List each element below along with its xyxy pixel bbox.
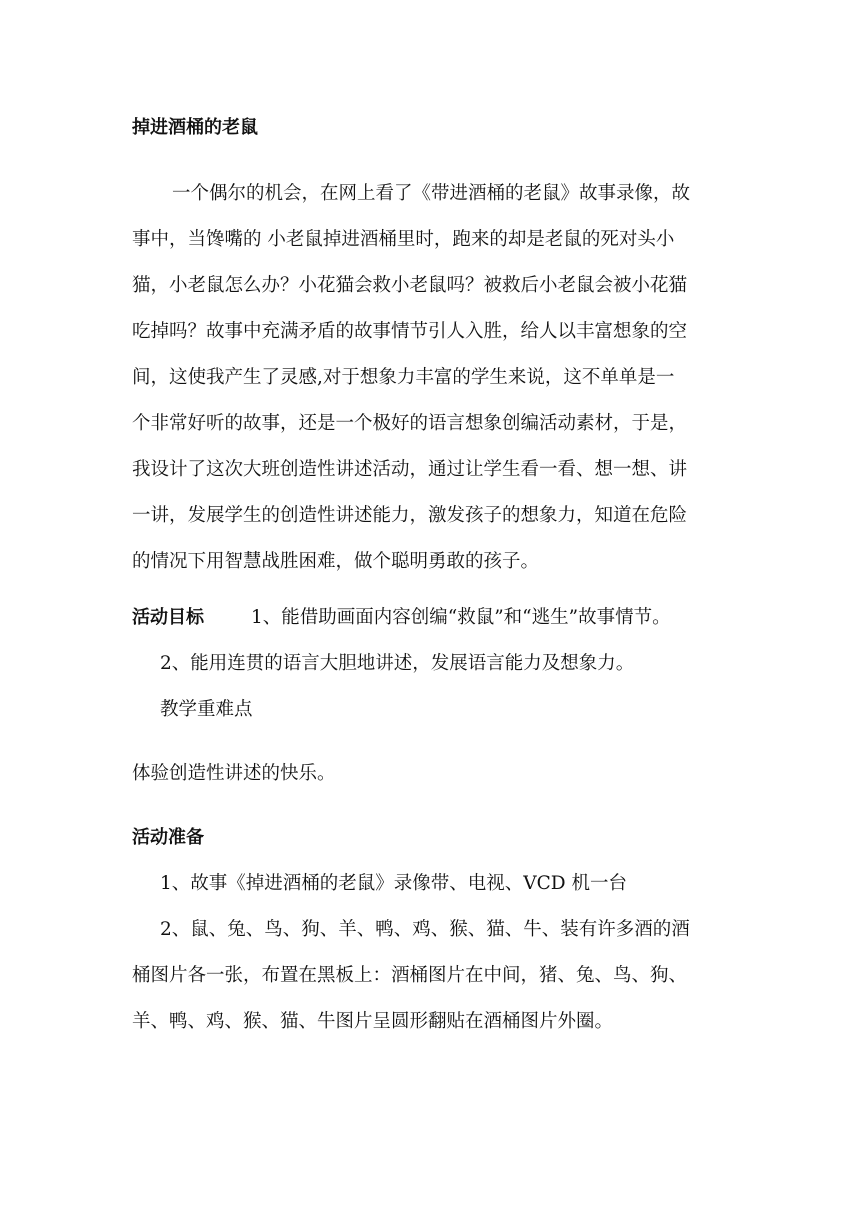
difficulty-text: 体验创造性讲述的快乐。 [132, 763, 336, 784]
preparation-item-2-line-1: 2、鼠、兔、鸟、狗、羊、鸭、鸡、猴、猫、牛、装有许多酒的酒 [160, 919, 690, 940]
preparation-item-2-line-3: 羊、鸭、鸡、猴、猫、牛图片呈圆形翻贴在酒桶图片外圈。 [132, 1011, 614, 1032]
intro-line-3: 猫，小老鼠怎么办？小花猫会救小老鼠吗？被救后小老鼠会被小花猫 [132, 275, 688, 296]
intro-line-6: 个非常好听的故事，还是一个极好的语言想象创编活动素材，于是， [132, 413, 688, 434]
intro-line-2: 事中，当馋嘴的 小老鼠掉进酒桶里时，跑来的却是老鼠的死对头小 [132, 229, 675, 250]
goals-heading: 活动目标 [132, 607, 204, 628]
intro-line-4: 吃掉吗？故事中充满矛盾的故事情节引人入胜，给人以丰富想象的空 [132, 321, 688, 342]
preparation-heading: 活动准备 [132, 827, 204, 848]
document-title: 掉进酒桶的老鼠 [132, 117, 258, 138]
intro-line-8: 一讲，发展学生的创造性讲述能力，激发孩子的想象力，知道在危险 [132, 505, 688, 526]
intro-line-1: 一个偶尔的机会，在网上看了《带进酒桶的老鼠》故事录像，故 [172, 183, 691, 204]
intro-line-9: 的情况下用智慧战胜困难，做个聪明勇敢的孩子。 [132, 551, 540, 572]
intro-line-7: 我设计了这次大班创造性讲述活动，通过让学生看一看、想一想、讲 [132, 459, 688, 480]
goal-item-1: 1、能借助画面内容创编“救鼠”和“逃生”故事情节。 [251, 607, 671, 628]
preparation-item-2-line-2: 桶图片各一张，布置在黑板上：酒桶图片在中间，猪、兔、鸟、狗、 [132, 965, 688, 986]
difficulty-heading: 教学重难点 [160, 699, 253, 720]
goal-item-2: 2、能用连贯的语言大胆地讲述，发展语言能力及想象力。 [160, 653, 635, 674]
intro-line-5: 间，这使我产生了灵感,对于想象力丰富的学生来说，这不单单是一 [132, 367, 675, 388]
preparation-item-1: 1、故事《掉进酒桶的老鼠》录像带、电视、VCD 机一台 [160, 873, 628, 894]
